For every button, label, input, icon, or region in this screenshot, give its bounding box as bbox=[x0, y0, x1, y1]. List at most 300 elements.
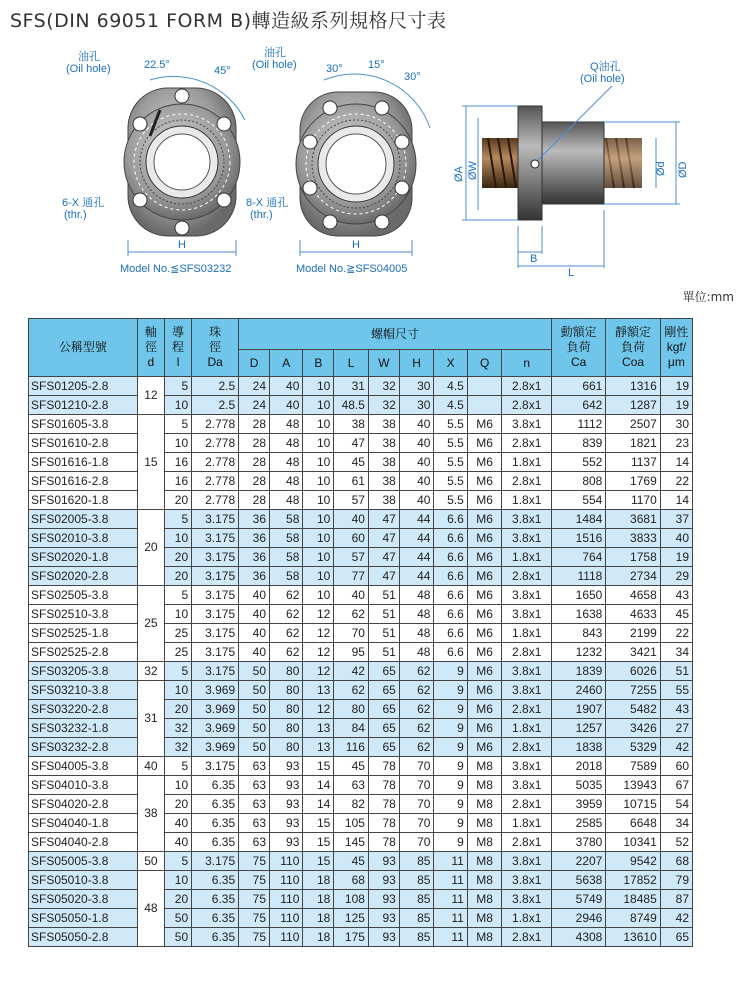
cell-ca: 642 bbox=[551, 396, 605, 415]
table-row bbox=[29, 434, 693, 453]
cell-L: 84 bbox=[334, 719, 369, 738]
cell-D: 75 bbox=[239, 890, 270, 909]
cell-Q: M8 bbox=[467, 890, 502, 909]
spec-table-body bbox=[29, 377, 693, 947]
cell-B: 10 bbox=[303, 567, 334, 586]
cell-rig: 14 bbox=[660, 453, 692, 472]
cell-Q: M6 bbox=[467, 738, 502, 757]
cell-lead: 40 bbox=[164, 833, 191, 852]
header-sub: A bbox=[270, 350, 303, 377]
cell-D: 40 bbox=[239, 586, 270, 605]
table-row bbox=[29, 776, 693, 795]
cell-X: 11 bbox=[434, 890, 467, 909]
cell-coa: 10715 bbox=[606, 795, 660, 814]
cell-X: 9 bbox=[434, 776, 467, 795]
cell-n: 2.8x1 bbox=[502, 434, 552, 453]
cell-A: 80 bbox=[270, 700, 303, 719]
header-sub: D bbox=[239, 350, 270, 377]
header-nut-dimensions: 螺帽尺寸 bbox=[239, 319, 552, 350]
cell-rig: 37 bbox=[660, 510, 692, 529]
cell-L: 45 bbox=[334, 757, 369, 776]
through-hole-en-left: (thr.) bbox=[64, 209, 87, 221]
cell-W: 47 bbox=[368, 529, 399, 548]
cell-B: 10 bbox=[303, 472, 334, 491]
page-title: SFS(DIN 69051 FORM B)轉造級系列規格尺寸表 bbox=[10, 10, 447, 32]
table-row bbox=[29, 738, 693, 757]
header-sta-line: 靜額定 bbox=[615, 325, 652, 339]
cell-n: 3.8x1 bbox=[502, 662, 552, 681]
cell-model: SFS04020-2.8 bbox=[29, 795, 138, 814]
cell-ball: 6.35 bbox=[192, 795, 239, 814]
cell-A: 110 bbox=[270, 909, 303, 928]
cell-n: 2.8x1 bbox=[502, 377, 552, 396]
cell-coa: 2199 bbox=[606, 624, 660, 643]
cell-W: 65 bbox=[368, 719, 399, 738]
oil-hole-label-mid: 油孔 bbox=[264, 47, 286, 59]
cell-A: 48 bbox=[270, 434, 303, 453]
cell-A: 62 bbox=[270, 643, 303, 662]
cell-L: 47 bbox=[334, 434, 369, 453]
cell-B: 18 bbox=[303, 871, 334, 890]
cell-ca: 808 bbox=[551, 472, 605, 491]
cell-coa: 8749 bbox=[606, 909, 660, 928]
cell-D: 28 bbox=[239, 472, 270, 491]
cell-Q: M6 bbox=[467, 434, 502, 453]
cell-X: 9 bbox=[434, 757, 467, 776]
cell-coa: 7589 bbox=[606, 757, 660, 776]
cell-n: 2.8x1 bbox=[502, 700, 552, 719]
cell-A: 48 bbox=[270, 491, 303, 510]
angle-label: 30° bbox=[326, 63, 343, 75]
oil-hole-label-side: Q油孔 bbox=[590, 61, 621, 73]
cell-A: 62 bbox=[270, 605, 303, 624]
cell-ball: 3.969 bbox=[192, 681, 239, 700]
cell-model: SFS01610-2.8 bbox=[29, 434, 138, 453]
cell-A: 93 bbox=[270, 776, 303, 795]
cell-W: 38 bbox=[368, 472, 399, 491]
cell-H: 44 bbox=[399, 548, 434, 567]
cell-X: 11 bbox=[434, 928, 467, 947]
cell-L: 45 bbox=[334, 852, 369, 871]
cell-A: 80 bbox=[270, 662, 303, 681]
table-row bbox=[29, 662, 693, 681]
cell-H: 62 bbox=[399, 700, 434, 719]
cell-n: 1.8x1 bbox=[502, 624, 552, 643]
cell-ball: 6.35 bbox=[192, 833, 239, 852]
cell-W: 65 bbox=[368, 662, 399, 681]
cell-D: 75 bbox=[239, 852, 270, 871]
cell-H: 30 bbox=[399, 377, 434, 396]
cell-Q: M6 bbox=[467, 681, 502, 700]
cell-L: 38 bbox=[334, 415, 369, 434]
flange-view-right bbox=[296, 74, 430, 256]
cell-model: SFS02525-2.8 bbox=[29, 643, 138, 662]
cell-W: 93 bbox=[368, 928, 399, 947]
cell-H: 85 bbox=[399, 852, 434, 871]
cell-X: 5.5 bbox=[434, 472, 467, 491]
cell-L: 77 bbox=[334, 567, 369, 586]
cell-A: 110 bbox=[270, 890, 303, 909]
cell-Q bbox=[467, 396, 502, 415]
header-dyn-line: 負荷 bbox=[566, 340, 591, 354]
cell-L: 62 bbox=[334, 605, 369, 624]
cell-H: 30 bbox=[399, 396, 434, 415]
cell-D: 36 bbox=[239, 548, 270, 567]
header-ball-line: 珠 bbox=[209, 325, 222, 339]
cell-n: 2.8x1 bbox=[502, 833, 552, 852]
shaft-diameter-cell: 20 bbox=[137, 510, 164, 586]
oil-hole-en-side: (Oil hole) bbox=[580, 73, 625, 85]
cell-W: 93 bbox=[368, 871, 399, 890]
cell-L: 45 bbox=[334, 453, 369, 472]
cell-W: 38 bbox=[368, 453, 399, 472]
cell-D: 36 bbox=[239, 529, 270, 548]
cell-n: 3.8x1 bbox=[502, 415, 552, 434]
cell-ca: 1257 bbox=[551, 719, 605, 738]
cell-n: 2.8x1 bbox=[502, 738, 552, 757]
cell-D: 24 bbox=[239, 396, 270, 415]
cell-rig: 14 bbox=[660, 491, 692, 510]
cell-lead: 5 bbox=[164, 510, 191, 529]
table-row bbox=[29, 396, 693, 415]
cell-B: 10 bbox=[303, 396, 334, 415]
cell-D: 50 bbox=[239, 719, 270, 738]
table-row bbox=[29, 529, 693, 548]
table-row bbox=[29, 567, 693, 586]
cell-lead: 10 bbox=[164, 529, 191, 548]
cell-lead: 20 bbox=[164, 548, 191, 567]
cell-lead: 5 bbox=[164, 757, 191, 776]
cell-ca: 2018 bbox=[551, 757, 605, 776]
cell-model: SFS01210-2.8 bbox=[29, 396, 138, 415]
cell-D: 40 bbox=[239, 624, 270, 643]
cell-D: 63 bbox=[239, 814, 270, 833]
cell-X: 6.6 bbox=[434, 510, 467, 529]
cell-n: 1.8x1 bbox=[502, 548, 552, 567]
header-dyn-line: Ca bbox=[570, 355, 587, 369]
cell-rig: 43 bbox=[660, 586, 692, 605]
cell-n: 3.8x1 bbox=[502, 852, 552, 871]
cell-H: 70 bbox=[399, 757, 434, 776]
cell-coa: 3833 bbox=[606, 529, 660, 548]
cell-rig: 29 bbox=[660, 567, 692, 586]
cell-X: 9 bbox=[434, 738, 467, 757]
cell-D: 63 bbox=[239, 757, 270, 776]
table-row bbox=[29, 700, 693, 719]
table-row bbox=[29, 814, 693, 833]
cell-coa: 1316 bbox=[606, 377, 660, 396]
cell-model: SFS01616-2.8 bbox=[29, 472, 138, 491]
cell-B: 18 bbox=[303, 909, 334, 928]
cell-W: 65 bbox=[368, 681, 399, 700]
cell-model: SFS02525-1.8 bbox=[29, 624, 138, 643]
cell-lead: 10 bbox=[164, 681, 191, 700]
cell-coa: 13943 bbox=[606, 776, 660, 795]
cell-lead: 10 bbox=[164, 434, 191, 453]
shaft-diameter-cell: 31 bbox=[137, 681, 164, 757]
cell-X: 6.6 bbox=[434, 643, 467, 662]
cell-ball: 6.35 bbox=[192, 814, 239, 833]
cell-ball: 3.175 bbox=[192, 624, 239, 643]
table-row bbox=[29, 510, 693, 529]
cell-D: 28 bbox=[239, 434, 270, 453]
cell-Q: M6 bbox=[467, 700, 502, 719]
cell-lead: 20 bbox=[164, 890, 191, 909]
cell-B: 10 bbox=[303, 548, 334, 567]
table-row bbox=[29, 643, 693, 662]
table-row bbox=[29, 833, 693, 852]
header-sub: n bbox=[502, 350, 552, 377]
cell-lead: 20 bbox=[164, 700, 191, 719]
cell-model: SFS02020-2.8 bbox=[29, 567, 138, 586]
cell-model: SFS03232-1.8 bbox=[29, 719, 138, 738]
cell-ca: 4308 bbox=[551, 928, 605, 947]
cell-coa: 4658 bbox=[606, 586, 660, 605]
cell-X: 11 bbox=[434, 852, 467, 871]
cell-X: 6.6 bbox=[434, 548, 467, 567]
cell-model: SFS04040-2.8 bbox=[29, 833, 138, 852]
cell-model: SFS05020-3.8 bbox=[29, 890, 138, 909]
cell-X: 6.6 bbox=[434, 605, 467, 624]
cell-W: 51 bbox=[368, 586, 399, 605]
cell-D: 28 bbox=[239, 491, 270, 510]
cell-rig: 34 bbox=[660, 814, 692, 833]
cell-H: 62 bbox=[399, 719, 434, 738]
cell-H: 44 bbox=[399, 510, 434, 529]
cell-model: SFS02010-3.8 bbox=[29, 529, 138, 548]
cell-ball: 6.35 bbox=[192, 909, 239, 928]
shaft-diameter-cell: 50 bbox=[137, 852, 164, 871]
cell-H: 70 bbox=[399, 795, 434, 814]
cell-L: 125 bbox=[334, 909, 369, 928]
dimension-w: ØW bbox=[467, 161, 479, 180]
cell-X: 11 bbox=[434, 909, 467, 928]
cell-n: 1.8x1 bbox=[502, 814, 552, 833]
through-hole-en-mid: (thr.) bbox=[250, 209, 273, 221]
cell-Q: M6 bbox=[467, 643, 502, 662]
header-dyn-line: 動額定 bbox=[560, 325, 597, 339]
cell-ball: 2.778 bbox=[192, 491, 239, 510]
cell-n: 2.8x1 bbox=[502, 396, 552, 415]
header-shaft-line: 軸 bbox=[144, 325, 157, 339]
cell-A: 40 bbox=[270, 377, 303, 396]
cell-Q: M8 bbox=[467, 909, 502, 928]
cell-ball: 3.175 bbox=[192, 852, 239, 871]
cell-rig: 65 bbox=[660, 928, 692, 947]
cell-W: 78 bbox=[368, 795, 399, 814]
cell-lead: 32 bbox=[164, 738, 191, 757]
cell-lead: 5 bbox=[164, 852, 191, 871]
cell-ca: 3780 bbox=[551, 833, 605, 852]
cell-lead: 10 bbox=[164, 396, 191, 415]
cell-A: 48 bbox=[270, 453, 303, 472]
cell-n: 3.8x1 bbox=[502, 776, 552, 795]
angle-label: 45° bbox=[214, 65, 231, 77]
cell-A: 58 bbox=[270, 529, 303, 548]
cell-B: 18 bbox=[303, 890, 334, 909]
flange-view-left bbox=[124, 76, 245, 256]
cell-ca: 5638 bbox=[551, 871, 605, 890]
cell-H: 70 bbox=[399, 776, 434, 795]
cell-ca: 554 bbox=[551, 491, 605, 510]
cell-B: 10 bbox=[303, 491, 334, 510]
cell-B: 12 bbox=[303, 624, 334, 643]
cell-H: 44 bbox=[399, 529, 434, 548]
cell-lead: 50 bbox=[164, 909, 191, 928]
cell-A: 58 bbox=[270, 510, 303, 529]
cell-ca: 3959 bbox=[551, 795, 605, 814]
cell-D: 63 bbox=[239, 795, 270, 814]
cell-rig: 79 bbox=[660, 871, 692, 890]
cell-coa: 1758 bbox=[606, 548, 660, 567]
header-rig-line: 剛性 bbox=[664, 325, 689, 339]
cell-n: 3.8x1 bbox=[502, 586, 552, 605]
model-range-mid: Model No.≧SFS04005 bbox=[296, 263, 408, 275]
cell-ball: 2.778 bbox=[192, 453, 239, 472]
cell-n: 3.8x1 bbox=[502, 529, 552, 548]
cell-L: 105 bbox=[334, 814, 369, 833]
table-row bbox=[29, 681, 693, 700]
cell-n: 1.8x1 bbox=[502, 719, 552, 738]
cell-coa: 4633 bbox=[606, 605, 660, 624]
cell-ball: 3.969 bbox=[192, 738, 239, 757]
cell-ball: 3.969 bbox=[192, 719, 239, 738]
cell-rig: 42 bbox=[660, 738, 692, 757]
cell-H: 62 bbox=[399, 662, 434, 681]
cell-L: 42 bbox=[334, 662, 369, 681]
cell-coa: 1287 bbox=[606, 396, 660, 415]
cell-B: 10 bbox=[303, 453, 334, 472]
table-row bbox=[29, 795, 693, 814]
cell-H: 40 bbox=[399, 491, 434, 510]
cell-ball: 3.175 bbox=[192, 757, 239, 776]
cell-coa: 6026 bbox=[606, 662, 660, 681]
cell-lead: 10 bbox=[164, 776, 191, 795]
cell-rig: 60 bbox=[660, 757, 692, 776]
header-static-load bbox=[606, 319, 660, 377]
header-sta-line: 負荷 bbox=[621, 340, 646, 354]
cell-A: 58 bbox=[270, 567, 303, 586]
angle-label: 22.5° bbox=[144, 59, 170, 71]
cell-B: 12 bbox=[303, 700, 334, 719]
cell-rig: 68 bbox=[660, 852, 692, 871]
cell-rig: 19 bbox=[660, 548, 692, 567]
cell-H: 85 bbox=[399, 890, 434, 909]
dimension-b: B bbox=[530, 253, 538, 265]
cell-H: 48 bbox=[399, 586, 434, 605]
cell-n: 2.8x1 bbox=[502, 472, 552, 491]
cell-rig: 30 bbox=[660, 415, 692, 434]
cell-B: 15 bbox=[303, 833, 334, 852]
table-row bbox=[29, 719, 693, 738]
cell-Q: M6 bbox=[467, 548, 502, 567]
cell-H: 40 bbox=[399, 434, 434, 453]
cell-n: 3.8x1 bbox=[502, 681, 552, 700]
cell-coa: 3426 bbox=[606, 719, 660, 738]
cell-L: 62 bbox=[334, 681, 369, 700]
cell-lead: 10 bbox=[164, 605, 191, 624]
header-lead-line: 導 bbox=[172, 325, 185, 339]
dimension-h-left: H bbox=[178, 239, 186, 251]
cell-W: 32 bbox=[368, 396, 399, 415]
cell-H: 85 bbox=[399, 871, 434, 890]
cell-rig: 52 bbox=[660, 833, 692, 852]
cell-X: 9 bbox=[434, 814, 467, 833]
header-sub: L bbox=[334, 350, 369, 377]
table-row bbox=[29, 871, 693, 890]
cell-Q: M8 bbox=[467, 776, 502, 795]
cell-W: 93 bbox=[368, 909, 399, 928]
cell-ball: 3.969 bbox=[192, 700, 239, 719]
cell-ca: 661 bbox=[551, 377, 605, 396]
cell-W: 38 bbox=[368, 415, 399, 434]
cell-Q: M8 bbox=[467, 928, 502, 947]
cell-B: 14 bbox=[303, 776, 334, 795]
cell-W: 78 bbox=[368, 833, 399, 852]
cell-H: 48 bbox=[399, 624, 434, 643]
cell-ca: 1232 bbox=[551, 643, 605, 662]
cell-L: 116 bbox=[334, 738, 369, 757]
cell-D: 50 bbox=[239, 662, 270, 681]
cell-n: 3.8x1 bbox=[502, 510, 552, 529]
cell-ca: 1112 bbox=[551, 415, 605, 434]
header-model: 公稱型號 bbox=[29, 319, 138, 377]
header-rigidity bbox=[660, 319, 692, 377]
cell-D: 50 bbox=[239, 700, 270, 719]
cell-ball: 3.175 bbox=[192, 643, 239, 662]
cell-B: 15 bbox=[303, 852, 334, 871]
cell-A: 93 bbox=[270, 795, 303, 814]
header-sub: Q bbox=[467, 350, 502, 377]
cell-ca: 1839 bbox=[551, 662, 605, 681]
cell-ball: 2.5 bbox=[192, 377, 239, 396]
cell-Q: M6 bbox=[467, 510, 502, 529]
shaft-diameter-cell: 12 bbox=[137, 377, 164, 415]
cell-A: 110 bbox=[270, 852, 303, 871]
cell-ball: 3.175 bbox=[192, 586, 239, 605]
cell-L: 40 bbox=[334, 586, 369, 605]
cell-Q: M6 bbox=[467, 586, 502, 605]
cell-X: 9 bbox=[434, 719, 467, 738]
table-row bbox=[29, 757, 693, 776]
cell-rig: 87 bbox=[660, 890, 692, 909]
cell-rig: 34 bbox=[660, 643, 692, 662]
cell-D: 28 bbox=[239, 415, 270, 434]
cell-coa: 2734 bbox=[606, 567, 660, 586]
cell-model: SFS02020-1.8 bbox=[29, 548, 138, 567]
cell-H: 48 bbox=[399, 643, 434, 662]
cell-ball: 2.778 bbox=[192, 472, 239, 491]
cell-A: 58 bbox=[270, 548, 303, 567]
cell-D: 50 bbox=[239, 738, 270, 757]
cell-model: SFS04010-3.8 bbox=[29, 776, 138, 795]
cell-L: 40 bbox=[334, 510, 369, 529]
cell-rig: 22 bbox=[660, 472, 692, 491]
header-sta-line: Coa bbox=[622, 355, 645, 369]
table-row bbox=[29, 415, 693, 434]
cell-n: 2.8x1 bbox=[502, 643, 552, 662]
cell-H: 62 bbox=[399, 681, 434, 700]
cell-D: 63 bbox=[239, 833, 270, 852]
cell-H: 40 bbox=[399, 415, 434, 434]
cell-W: 65 bbox=[368, 700, 399, 719]
table-row bbox=[29, 890, 693, 909]
header-ball-line: Da bbox=[207, 355, 223, 369]
table-row bbox=[29, 624, 693, 643]
cell-rig: 19 bbox=[660, 396, 692, 415]
cell-A: 62 bbox=[270, 624, 303, 643]
cell-ball: 6.35 bbox=[192, 776, 239, 795]
